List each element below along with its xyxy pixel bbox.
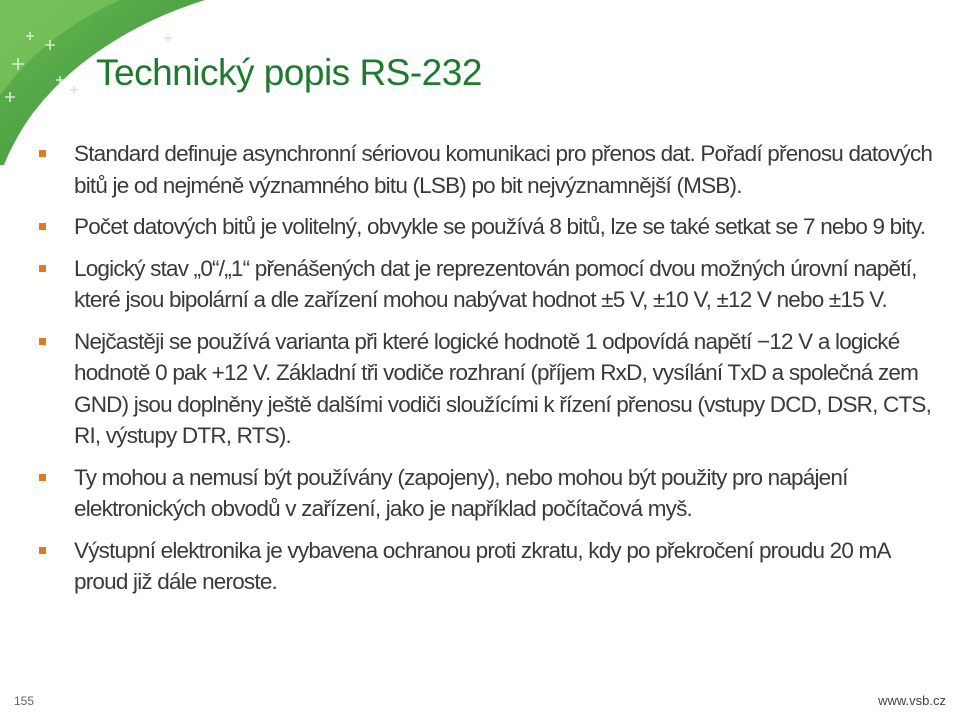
bullet-list	[36, 138, 936, 608]
bullet-square-icon	[39, 474, 46, 481]
bullet-text: Výstupní elektronika je vybavena ochranou proti zkratu, kdy po překročení proudu 20 mA proud již dále neroste.	[74, 537, 890, 594]
bullet-item	[36, 211, 936, 243]
bullet-square-icon	[39, 223, 46, 230]
footer-url: www.vsb.cz	[878, 693, 946, 708]
slide-title: Technický popis RS-232	[96, 52, 482, 93]
bullet-item	[36, 535, 936, 598]
bullet-text: Logický stav „0“/„1“ přenášených dat je reprezentován pomocí dvou možných úrovní napětí, které jsou bipolární a dle zařízení mohou nabývat hodnot ±5 V, ±10 V, ±12 V nebo ±15 V.	[74, 255, 917, 312]
bullet-text: Nejčastěji se používá varianta při které logické hodnotě 1 odpovídá napětí −12 V a logické hodnotě 0 pak +12 V. Základní tři vodiče rozhraní (příjem RxD, vysílání TxD a společná zem GND) jsou doplněny ještě dalšími vodiči sloužícími k řízení přenosu (vstupy DCD, DSR, CTS, RI, výstupy DTR, RTS).	[74, 328, 932, 448]
bullet-text: Standard definuje asynchronní sériovou komunikaci pro přenos dat. Pořadí přenosu datových bitů je od nejméně významného bitu (LSB) po bit nejvýznamnější (MSB).	[74, 141, 933, 198]
bullet-item	[36, 138, 936, 201]
bullet-item	[36, 253, 936, 316]
bullet-text: Ty mohou a nemusí být používány (zapojeny), nebo mohou být použity pro napájení elektronických obvodů v zařízení, jako je například počítačová myš.	[74, 464, 848, 521]
bullet-item	[36, 462, 936, 525]
bullet-square-icon	[39, 338, 46, 345]
bullet-square-icon	[39, 150, 46, 157]
page-number: 155	[14, 694, 35, 708]
bullet-item	[36, 326, 936, 452]
bullet-square-icon	[39, 265, 46, 272]
bullet-text: Počet datových bitů je volitelný, obvykle se používá 8 bitů, lze se také setkat se 7 nebo 9 bity.	[74, 214, 926, 239]
bullet-square-icon	[39, 547, 46, 554]
